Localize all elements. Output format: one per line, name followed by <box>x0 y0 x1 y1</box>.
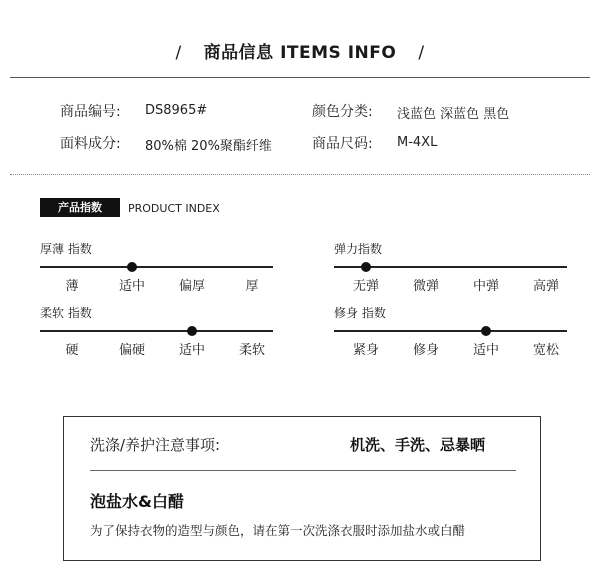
product-index-tag: 产品指数 <box>40 198 120 217</box>
care-description: 为了保持衣物的造型与颜色，请在第一次洗涤衣服时添加盐水或白醋 <box>90 523 466 538</box>
code-value: DS8965# <box>145 103 208 118</box>
scale-line <box>334 330 567 332</box>
care-methods: 机洗、手洗、忌暴晒 <box>350 436 486 454</box>
scale-option: 适中 <box>472 343 499 358</box>
scale-option: 微弹 <box>412 279 439 294</box>
scale-option: 偏硬 <box>118 343 145 358</box>
scale-indicator-dot <box>361 262 371 272</box>
scale-option: 硬 <box>65 343 79 358</box>
section-title <box>0 38 600 63</box>
scale-option: 柔软 <box>238 343 265 358</box>
scale-option: 偏厚 <box>178 279 205 294</box>
care-divider <box>90 470 516 471</box>
color-label: 颜色分类: <box>312 104 373 120</box>
scale-option: 宽松 <box>532 343 559 358</box>
scale-title: 厚薄 指数 <box>40 242 92 256</box>
title-slash-right: / <box>418 43 425 63</box>
dotted-divider <box>10 174 590 175</box>
scale-line <box>40 330 273 332</box>
scale-option: 修身 <box>412 343 439 358</box>
scale-title: 修身 指数 <box>334 306 386 320</box>
fabric-label: 面料成分: <box>60 136 121 152</box>
scale-indicator-dot <box>127 262 137 272</box>
fabric-value: 80%棉 20%聚酯纤维 <box>145 139 272 154</box>
scale-option: 薄 <box>65 279 79 294</box>
scale-option: 无弹 <box>352 279 379 294</box>
code-label: 商品编号: <box>60 104 121 120</box>
header-divider <box>10 77 590 78</box>
scale-option: 厚 <box>245 279 259 294</box>
scale-option: 适中 <box>178 343 205 358</box>
scale-title: 弹力指数 <box>334 242 383 256</box>
scale-option: 紧身 <box>352 343 379 358</box>
title-text: 商品信息 ITEMS INFO <box>203 43 397 63</box>
scale-indicator-dot <box>187 326 197 336</box>
scale-indicator-dot <box>481 326 491 336</box>
color-value: 浅蓝色 深蓝色 黑色 <box>397 107 510 122</box>
care-label: 洗涤/养护注意事项: <box>90 436 221 454</box>
title-slash-left: / <box>175 43 182 63</box>
size-label: 商品尺码: <box>312 136 373 152</box>
scale-option: 适中 <box>118 279 145 294</box>
product-index-subtitle: PRODUCT INDEX <box>128 202 220 215</box>
care-heading: 泡盐水&白醋 <box>90 492 184 511</box>
scale-title: 柔软 指数 <box>40 306 92 320</box>
scale-line <box>40 266 273 268</box>
scale-option: 中弹 <box>472 279 499 294</box>
size-value: M-4XL <box>397 135 438 150</box>
scale-option: 高弹 <box>532 279 559 294</box>
